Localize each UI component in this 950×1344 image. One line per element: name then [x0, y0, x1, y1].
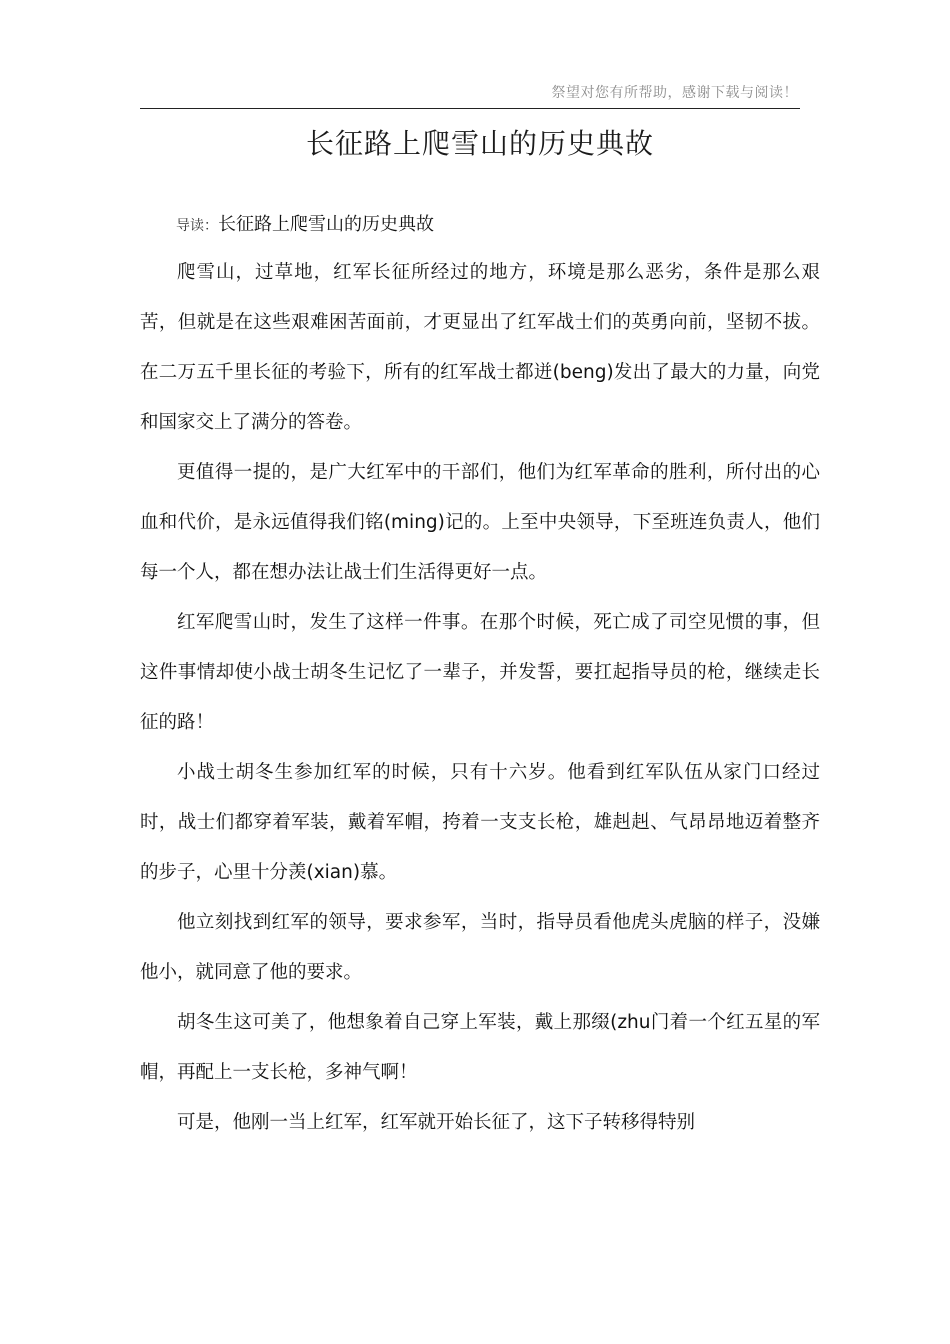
header-divider: [140, 108, 800, 109]
paragraph: 可是，他刚一当上红军，红军就开始长征了，这下子转移得特别: [177, 1112, 696, 1133]
paragraph: 胡冬生这可美了，他想象着自己穿上军装，戴上那缀(zhu门着一个红五星的军帽，再配上一支长枪，多神气啊！: [140, 1012, 820, 1083]
lead-line: [176, 210, 434, 236]
document-title: 长征路上爬雪山的历史典故: [305, 127, 654, 160]
lead-label: 导读：: [176, 218, 218, 234]
paragraph: 他立刻找到红军的领导，要求参军，当时，指导员看他虎头虎脑的样子，没嫌他小，就同意了他的要求。: [140, 912, 820, 983]
paragraph: 更值得一提的，是广大红军中的干部们，他们为红军革命的胜利，所付出的心血和代价，是永远值得我们铭(ming)记的。上至中央领导，下至班连负责人，他们每一个人，都在想办法让战士们生活得更好一点。: [140, 462, 820, 583]
paragraph: 爬雪山，过草地，红军长征所经过的地方，环境是那么恶劣，条件是那么艰苦，但就是在这些艰难困苦面前，才更显出了红军战士们的英勇向前，坚韧不拔。在二万五千里长征的考验下，所有的红军战士都迸(beng)发出了最大的力量，向党和国家交上了满分的答卷。: [140, 262, 820, 433]
paragraph: 小战士胡冬生参加红军的时候，只有十六岁。他看到红军队伍从家门口经过时，战士们都穿着军装，戴着军帽，挎着一支支长枪，雄赳赳、气昂昂地迈着整齐的步子，心里十分羡(xian)慕。: [140, 762, 820, 883]
header-note: 祭望对您有所帮助，感谢下载与阅读！: [551, 85, 798, 101]
lead-text: 长征路上爬雪山的历史典故: [218, 214, 434, 235]
paragraph: 红军爬雪山时，发生了这样一件事。在那个时候，死亡成了司空见惯的事，但这件事情却使小战士胡冬生记忆了一辈子，并发誓，要扛起指导员的枪，继续走长征的路！: [140, 612, 820, 733]
document-body: [140, 248, 820, 1148]
